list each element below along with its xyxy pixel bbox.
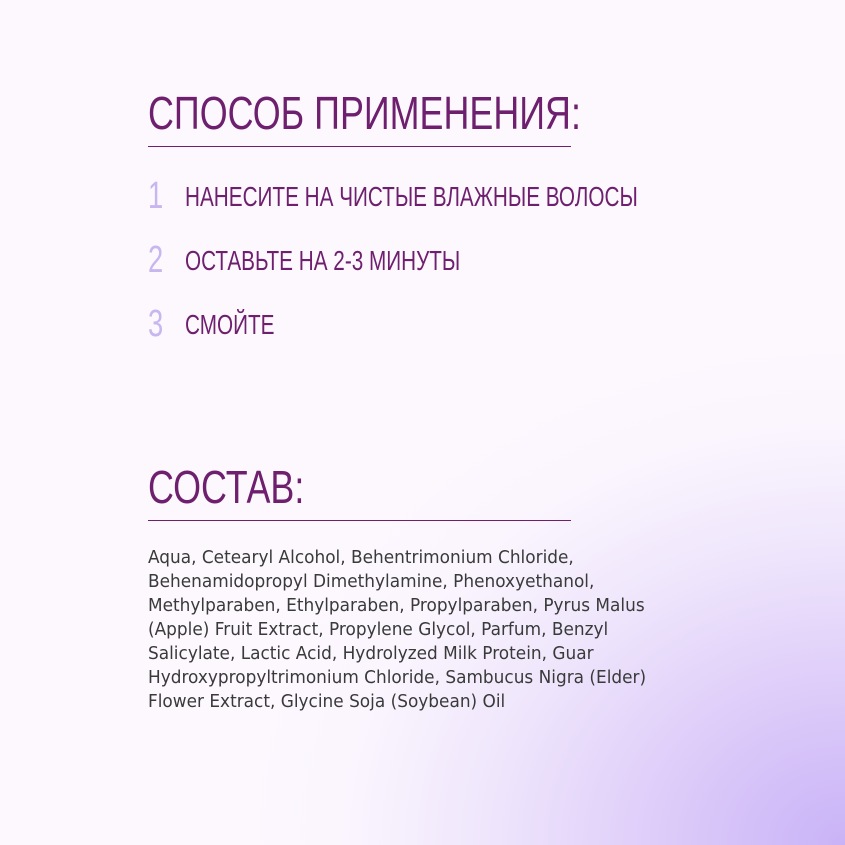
step-text: НАНЕСИТЕ НА ЧИСТЫЕ ВЛАЖНЫЕ ВОЛОСЫ <box>185 181 638 212</box>
step-text: СМОЙТЕ <box>185 309 275 340</box>
step-number: 3 <box>148 303 164 345</box>
step-number: 2 <box>148 239 164 281</box>
usage-title: СПОСОБ ПРИМЕНЕНИЯ: <box>148 87 581 139</box>
ingredients-list: Aqua, Cetearyl Alcohol, Behentrimonium Chloride, Behenamidopropyl Dimethylamine, Phenoxyethanol, Methylparaben, Ethylparaben, Propylparaben, Pyrus Malus (Apple) Fruit Extract, Propylene Glycol, Parfum, Benzyl Salicylate, Lactic Acid, Hydrolyzed Milk Protein, Guar Hydroxypropyltrimonium Chloride, Sambucus Nigra (Elder) Flower Extract, Glycine Soja (Soybean) Oil <box>148 547 647 712</box>
composition-divider <box>148 520 571 521</box>
step-number: 1 <box>148 175 164 217</box>
composition-title: СОСТАВ: <box>148 461 305 513</box>
usage-divider <box>148 146 571 147</box>
step-text: ОСТАВЬТЕ НА 2-3 МИНУТЫ <box>185 245 461 276</box>
